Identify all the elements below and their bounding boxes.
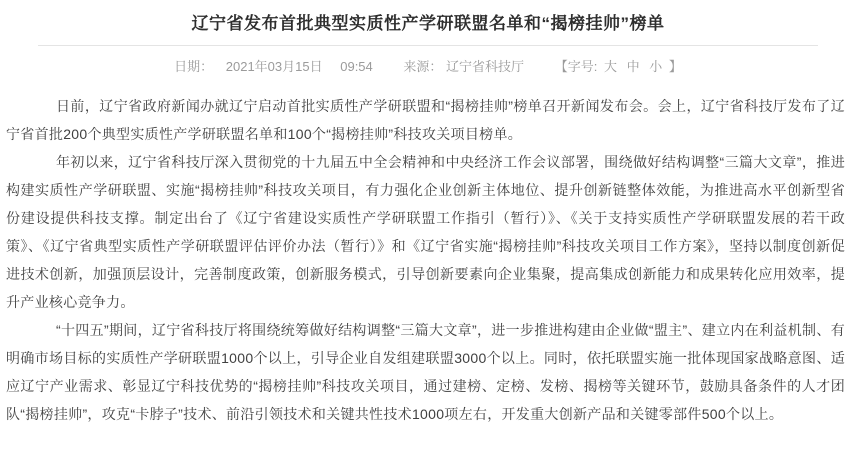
font-size-medium-button[interactable]: 中 xyxy=(626,59,640,74)
time-value: 09:54 xyxy=(340,59,373,74)
font-size-label-close: 】 xyxy=(668,59,682,74)
date-value: 2021年03月15日 xyxy=(225,59,323,74)
paragraph-3: “十四五”期间，辽宁省科技厅将围绕统筹做好结构调整“三篇大文章”，进一步推进构建由企业做“盟主”、建立内在利益机制、有明确市场目标的实质性产学研联盟1000个以上，引导企业自发组建联盟3000个以上。同时，依托联盟实施一批体现国家战略意图、适应辽宁产业需求、彰显辽宁科技优势的“揭榜挂帅”科技攻关项目，通过建榜、定榜、发榜、揭榜等关键环节，鼓励具备条件的人才团队“揭榜挂帅”，攻克“卡脖子”技术、前沿引领技术和关键共性技术1000项左右，开发重大创新产品和关键零部件500个以上。 xyxy=(6,322,845,422)
date-label: 日期： xyxy=(174,59,214,74)
article-title: 辽宁省发布首批典型实质性产学研联盟名单和“揭榜挂帅”榜单 xyxy=(191,14,665,33)
paragraph-2: 年初以来，辽宁省科技厅深入贯彻党的十九届五中全会精神和中央经济工作会议部署，围绕做好结构调整“三篇大文章”，推进构建实质性产学研联盟、实施“揭榜挂帅”科技攻关项目，有力强化企业创新主体地位、提升创新链整体效能，为推进高水平创新型省份建设提供科技支撑。制定出台了《辽宁省建设实质性产学研联盟工作指引（暂行）》、《关于支持实质性产学研联盟发展的若干政策》、《辽宁省典型实质性产学研联盟评估评价办法（暂行）》和《辽宁省实施“揭榜挂帅”科技攻关项目工作方案》，坚持以制度创新促进技术创新，加强顶层设计，完善制度政策，创新服务模式，引导创新要素向企业集聚，提高集成创新能力和成果转化应用效率，提升产业核心竞争力。 xyxy=(6,154,845,310)
source-label: 来源： xyxy=(403,59,443,74)
font-size-large-button[interactable]: 大 xyxy=(603,59,617,74)
font-size-label: 【字号: xyxy=(554,59,598,74)
meta-bar xyxy=(0,59,856,75)
article-body xyxy=(6,92,845,428)
paragraph-1: 日前，辽宁省政府新闻办就辽宁启动首批实质性产学研联盟和“揭榜挂帅”榜单召开新闻发布会。会上，辽宁省科技厅发布了辽宁省首批200个典型实质性产学研联盟名单和100个“揭榜挂帅”科技攻关项目榜单。 xyxy=(6,98,845,142)
font-size-small-button[interactable]: 小 xyxy=(649,59,663,74)
title-divider xyxy=(38,45,818,46)
source-value: 辽宁省科技厅 xyxy=(446,59,525,74)
